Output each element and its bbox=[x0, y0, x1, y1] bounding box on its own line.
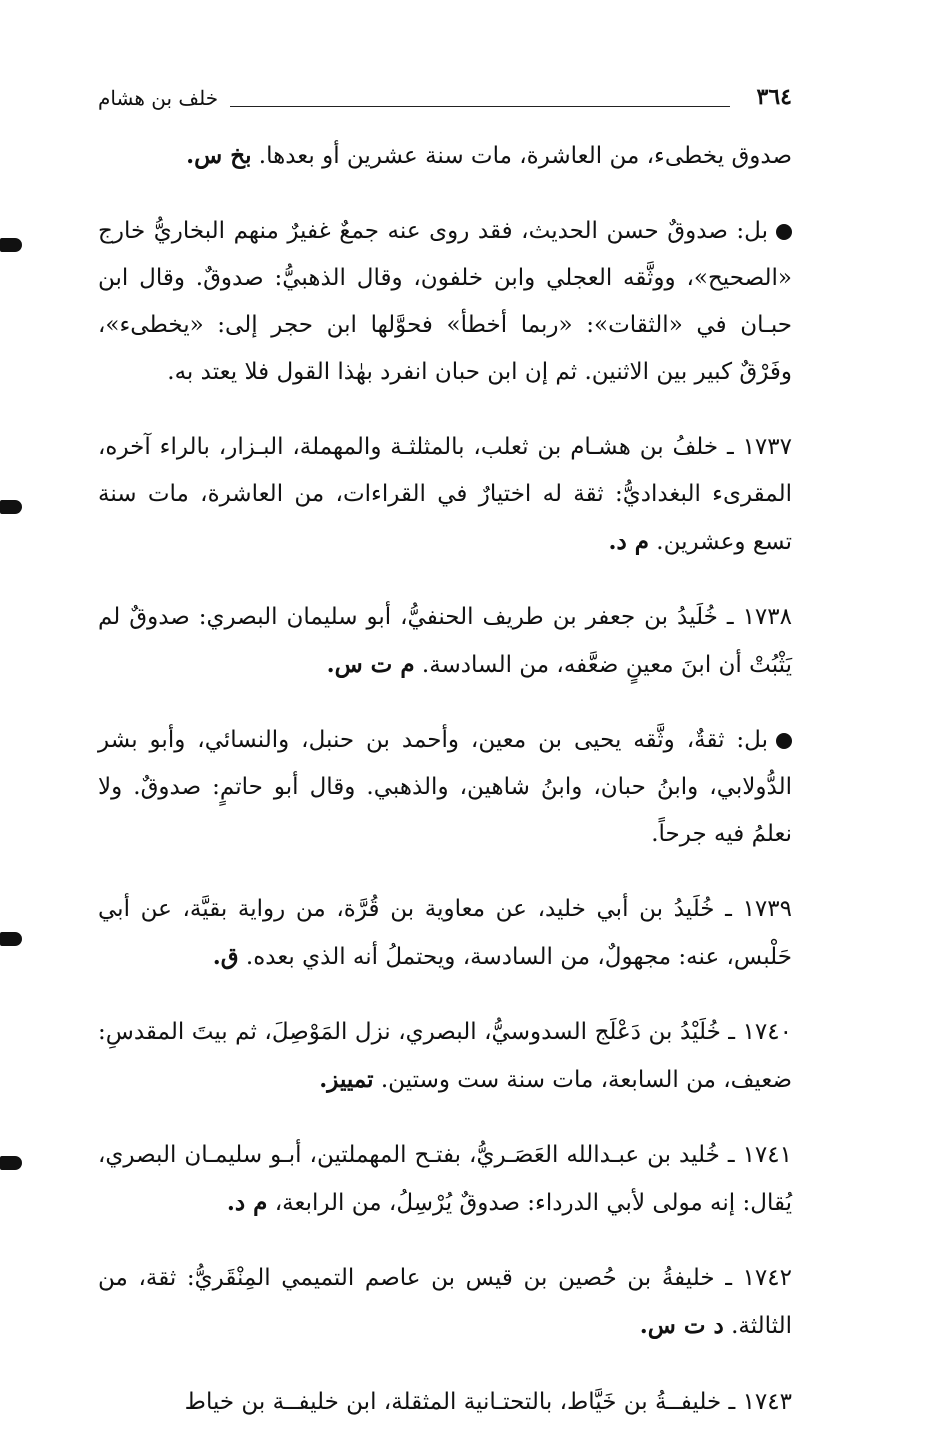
running-title: خلف بن هشام bbox=[98, 86, 219, 110]
entry-1739: ١٧٣٩ ـ خُلَيدُ بن أبي خليد، عن معاوية بن قُرَّة، من رواية بقيَّة، عن أبي حَلْبس، عنه: مجهولٌ، من السادسة، ويحتملُ أنه الذي بعده. ق. bbox=[98, 896, 792, 970]
entry-1741: ١٧٤١ ـ خُليد بن عبـدالله العَصَـريُّ، بفتـح المهملتين، أبـو سليمـان البصري، يُقال: إنه مولى لأبي الدرداء: صدوقٌ يُرْسِلُ، من الرابعة، م د. bbox=[98, 1142, 792, 1216]
editor-comment: بل: صدوقٌ حسن الحديث، فقد روى عنه جمعٌ غفيرٌ منهم البخاريُّ خارج «الصحيح»، ووثَّقه العجلي وابن خلفون، وقال الذهبيُّ: صدوقٌ. وقال ابن حبـان في «الثقات»: «ربما أخطأ» فحوَّلها ابن حجر إلى: «يخطىء»، وفَرْقٌ كبير بين الاثنين. ثم إن ابن حبان انفرد بهٰذا القول فلا يعتد به. bbox=[98, 218, 792, 385]
entry-sigla: بخ س. bbox=[186, 142, 252, 169]
binding-mark bbox=[0, 1156, 22, 1170]
page-number: ٣٦٤ bbox=[756, 84, 792, 110]
entry-sigla: تمييز. bbox=[319, 1066, 374, 1093]
entry-sigla: م ت س. bbox=[326, 651, 415, 678]
editor-comment: بل: ثقةٌ، وثَّقه يحيى بن معين، وأحمد بن حنبل، والنسائي، وأبو بشر الدُّولابي، وابنُ حبان، وابنُ شاهين، والذهبي. وقال أبو حاتمٍ: صدوقٌ. ولا نعلمُ فيه جرحاً. bbox=[98, 727, 792, 847]
entry-1743: ١٧٤٣ ـ خليفــةُ بن خَيَّاط، بالتحتـانية المثقلة، ابن خليفــة بن خياط bbox=[184, 1389, 792, 1415]
bullet-icon bbox=[776, 224, 792, 240]
header-rule bbox=[230, 106, 730, 107]
entry-sigla: م د. bbox=[608, 528, 649, 555]
entry-sigla: م د. bbox=[226, 1189, 268, 1216]
binding-mark bbox=[0, 500, 22, 514]
binding-mark bbox=[0, 932, 22, 946]
page-header bbox=[98, 84, 792, 124]
page-body bbox=[98, 132, 792, 1454]
bullet-icon bbox=[776, 733, 792, 749]
entry-1742: ١٧٤٢ ـ خليفةُ بن حُصين بن قيس بن عاصم التميمي المِنْقَريُّ: ثقة، من الثالثة. د ت س. bbox=[98, 1265, 792, 1339]
entry-1740: ١٧٤٠ ـ خُلَيْدُ بن دَعْلَج السدوسيُّ، البصري، نزل المَوْصِلَ، ثم بيتَ المقدسِ: ضعيف، من السابعة، مات سنة ست وستين. تمييز. bbox=[98, 1019, 792, 1093]
entry-1737: ١٧٣٧ ـ خلفُ بن هشـام بن ثعلب، بالمثلثـة والمهملة، البـزار، بالراء آخره، المقرىء البغداديُّ: ثقة له اختيارٌ في القراءات، من العاشرة، مات سنة تسع وعشرين. م د. bbox=[98, 434, 792, 555]
entry-continuation: صدوق يخطىء، من العاشرة، مات سنة عشرين أو بعدها. بخ س. bbox=[186, 142, 792, 169]
entry-sigla: د ت س. bbox=[639, 1312, 724, 1339]
entry-sigla: ق. bbox=[212, 943, 239, 970]
entry-1738: ١٧٣٨ ـ خُلَيدُ بن جعفر بن طريف الحنفيُّ، أبو سليمان البصري: صدوقٌ لم يَثْبُتْ أن ابنَ معينٍ ضعَّفه، من السادسة. م ت س. bbox=[98, 604, 792, 678]
binding-mark bbox=[0, 238, 22, 252]
